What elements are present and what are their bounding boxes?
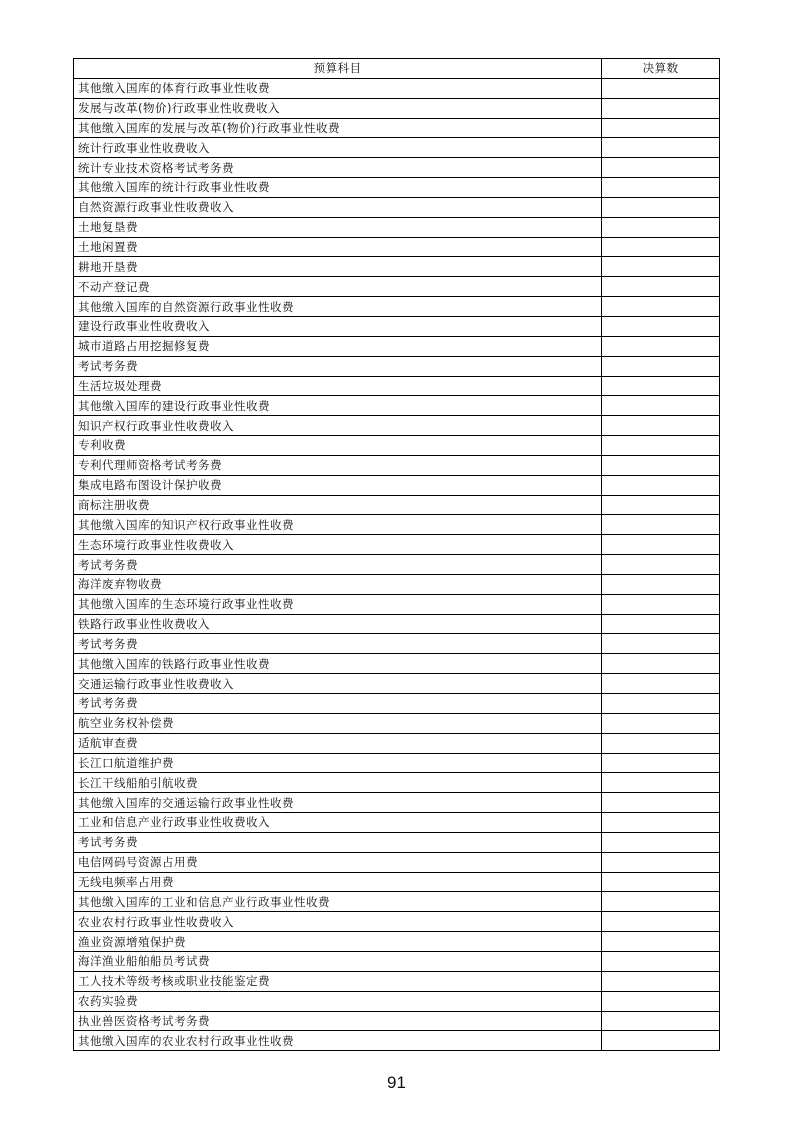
budget-category-cell: 铁路行政事业性收费收入 bbox=[74, 614, 602, 634]
table-row bbox=[74, 237, 720, 257]
final-amount-cell bbox=[602, 515, 720, 535]
table-row bbox=[74, 674, 720, 694]
table-row bbox=[74, 336, 720, 356]
budget-subitem-cell: 农药实验费 bbox=[74, 991, 602, 1011]
final-amount-cell bbox=[602, 594, 720, 614]
table-row bbox=[74, 932, 720, 952]
header-budget-item: 预算科目 bbox=[74, 59, 602, 79]
table-header-row bbox=[74, 59, 720, 79]
final-amount-cell bbox=[602, 971, 720, 991]
table-row bbox=[74, 78, 720, 98]
budget-category-cell: 工业和信息产业行政事业性收费收入 bbox=[74, 813, 602, 833]
budget-subitem-cell: 城市道路占用挖掘修复费 bbox=[74, 336, 602, 356]
budget-subitem-cell: 其他缴入国库的工业和信息产业行政事业性收费 bbox=[74, 892, 602, 912]
budget-category-cell: 知识产权行政事业性收费收入 bbox=[74, 416, 602, 436]
table-row bbox=[74, 416, 720, 436]
table-row bbox=[74, 475, 720, 495]
table-row bbox=[74, 971, 720, 991]
table-row bbox=[74, 515, 720, 535]
table-row bbox=[74, 694, 720, 714]
final-amount-cell bbox=[602, 316, 720, 336]
budget-subitem-cell: 海洋废弃物收费 bbox=[74, 574, 602, 594]
budget-subitem-cell: 其他缴入国库的建设行政事业性收费 bbox=[74, 396, 602, 416]
final-amount-cell bbox=[602, 932, 720, 952]
budget-subitem-cell: 耕地开垦费 bbox=[74, 257, 602, 277]
budget-subitem-cell: 其他缴入国库的铁路行政事业性收费 bbox=[74, 654, 602, 674]
final-amount-cell bbox=[602, 793, 720, 813]
final-amount-cell bbox=[602, 376, 720, 396]
table-row bbox=[74, 178, 720, 198]
final-amount-cell bbox=[602, 178, 720, 198]
table-row bbox=[74, 356, 720, 376]
table-row bbox=[74, 1011, 720, 1031]
final-amount-cell bbox=[602, 813, 720, 833]
budget-subitem-cell: 生活垃圾处理费 bbox=[74, 376, 602, 396]
table-body bbox=[74, 78, 720, 1050]
table-row bbox=[74, 495, 720, 515]
final-amount-cell bbox=[602, 277, 720, 297]
table-row bbox=[74, 376, 720, 396]
table-row bbox=[74, 614, 720, 634]
final-amount-cell bbox=[602, 118, 720, 138]
budget-subitem-cell: 考试考务费 bbox=[74, 634, 602, 654]
table-row bbox=[74, 951, 720, 971]
table-row bbox=[74, 991, 720, 1011]
final-amount-cell bbox=[602, 436, 720, 456]
final-amount-cell bbox=[602, 654, 720, 674]
table-row bbox=[74, 912, 720, 932]
table-row bbox=[74, 574, 720, 594]
header-final-amount: 决算数 bbox=[602, 59, 720, 79]
budget-category-cell: 交通运输行政事业性收费收入 bbox=[74, 674, 602, 694]
table-row bbox=[74, 455, 720, 475]
final-amount-cell bbox=[602, 674, 720, 694]
final-amount-cell bbox=[602, 872, 720, 892]
final-amount-cell bbox=[602, 138, 720, 158]
table-row bbox=[74, 138, 720, 158]
table-row bbox=[74, 773, 720, 793]
budget-subitem-cell: 统计专业技术资格考试考务费 bbox=[74, 158, 602, 178]
final-amount-cell bbox=[602, 1031, 720, 1051]
final-amount-cell bbox=[602, 455, 720, 475]
final-amount-cell bbox=[602, 396, 720, 416]
final-amount-cell bbox=[602, 416, 720, 436]
table-row bbox=[74, 197, 720, 217]
page-number: 91 bbox=[387, 1073, 406, 1092]
table-row bbox=[74, 1031, 720, 1051]
final-amount-cell bbox=[602, 158, 720, 178]
table-row bbox=[74, 555, 720, 575]
budget-subitem-cell: 其他缴入国库的自然资源行政事业性收费 bbox=[74, 297, 602, 317]
table-row bbox=[74, 634, 720, 654]
budget-subitem-cell: 考试考务费 bbox=[74, 694, 602, 714]
final-amount-cell bbox=[602, 217, 720, 237]
budget-subitem-cell: 长江干线船舶引航收费 bbox=[74, 773, 602, 793]
table-row bbox=[74, 872, 720, 892]
budget-subitem-cell: 其他缴入国库的农业农村行政事业性收费 bbox=[74, 1031, 602, 1051]
table-row bbox=[74, 118, 720, 138]
budget-table bbox=[73, 58, 720, 1051]
budget-subitem-cell: 土地闲置费 bbox=[74, 237, 602, 257]
budget-subitem-cell: 专利收费 bbox=[74, 436, 602, 456]
budget-subitem-cell: 专利代理师资格考试考务费 bbox=[74, 455, 602, 475]
budget-subitem-cell: 其他缴入国库的生态环境行政事业性收费 bbox=[74, 594, 602, 614]
final-amount-cell bbox=[602, 832, 720, 852]
table-row bbox=[74, 713, 720, 733]
table-row bbox=[74, 654, 720, 674]
final-amount-cell bbox=[602, 713, 720, 733]
budget-subitem-cell: 长江口航道维护费 bbox=[74, 753, 602, 773]
table-row bbox=[74, 98, 720, 118]
budget-category-cell: 农业农村行政事业性收费收入 bbox=[74, 912, 602, 932]
final-amount-cell bbox=[602, 892, 720, 912]
final-amount-cell bbox=[602, 991, 720, 1011]
table-row bbox=[74, 257, 720, 277]
final-amount-cell bbox=[602, 852, 720, 872]
final-amount-cell bbox=[602, 98, 720, 118]
final-amount-cell bbox=[602, 78, 720, 98]
table-row bbox=[74, 535, 720, 555]
table-row bbox=[74, 297, 720, 317]
budget-subitem-cell: 不动产登记费 bbox=[74, 277, 602, 297]
budget-category-cell: 自然资源行政事业性收费收入 bbox=[74, 197, 602, 217]
final-amount-cell bbox=[602, 634, 720, 654]
table-row bbox=[74, 852, 720, 872]
budget-subitem-cell: 渔业资源增殖保护费 bbox=[74, 932, 602, 952]
table-row bbox=[74, 158, 720, 178]
budget-subitem-cell: 其他缴入国库的统计行政事业性收费 bbox=[74, 178, 602, 198]
table-row bbox=[74, 316, 720, 336]
budget-subitem-cell: 考试考务费 bbox=[74, 832, 602, 852]
budget-subitem-cell: 其他缴入国库的交通运输行政事业性收费 bbox=[74, 793, 602, 813]
budget-subitem-cell: 集成电路布图设计保护收费 bbox=[74, 475, 602, 495]
budget-subitem-cell: 执业兽医资格考试考务费 bbox=[74, 1011, 602, 1031]
budget-subitem-cell: 海洋渔业船舶船员考试费 bbox=[74, 951, 602, 971]
table-row bbox=[74, 436, 720, 456]
final-amount-cell bbox=[602, 475, 720, 495]
budget-subitem-cell: 考试考务费 bbox=[74, 555, 602, 575]
final-amount-cell bbox=[602, 694, 720, 714]
final-amount-cell bbox=[602, 297, 720, 317]
final-amount-cell bbox=[602, 495, 720, 515]
budget-subitem-cell: 其他缴入国库的发展与改革(物价)行政事业性收费 bbox=[74, 118, 602, 138]
final-amount-cell bbox=[602, 555, 720, 575]
final-amount-cell bbox=[602, 237, 720, 257]
table-row bbox=[74, 594, 720, 614]
table-row bbox=[74, 733, 720, 753]
table-row bbox=[74, 793, 720, 813]
final-amount-cell bbox=[602, 356, 720, 376]
budget-subitem-cell: 适航审查费 bbox=[74, 733, 602, 753]
table-row bbox=[74, 217, 720, 237]
final-amount-cell bbox=[602, 753, 720, 773]
budget-category-cell: 建设行政事业性收费收入 bbox=[74, 316, 602, 336]
final-amount-cell bbox=[602, 257, 720, 277]
budget-subitem-cell: 航空业务权补偿费 bbox=[74, 713, 602, 733]
budget-subitem-cell: 电信网码号资源占用费 bbox=[74, 852, 602, 872]
final-amount-cell bbox=[602, 1011, 720, 1031]
final-amount-cell bbox=[602, 733, 720, 753]
final-amount-cell bbox=[602, 951, 720, 971]
budget-subitem-cell: 工人技术等级考核或职业技能鉴定费 bbox=[74, 971, 602, 991]
table-row bbox=[74, 892, 720, 912]
budget-subitem-cell: 无线电频率占用费 bbox=[74, 872, 602, 892]
final-amount-cell bbox=[602, 574, 720, 594]
budget-subitem-cell: 商标注册收费 bbox=[74, 495, 602, 515]
table-row bbox=[74, 832, 720, 852]
table-row bbox=[74, 813, 720, 833]
budget-subitem-cell: 其他缴入国库的知识产权行政事业性收费 bbox=[74, 515, 602, 535]
table-row bbox=[74, 753, 720, 773]
final-amount-cell bbox=[602, 773, 720, 793]
budget-category-cell: 统计行政事业性收费收入 bbox=[74, 138, 602, 158]
table-row bbox=[74, 277, 720, 297]
table-row bbox=[74, 396, 720, 416]
final-amount-cell bbox=[602, 614, 720, 634]
final-amount-cell bbox=[602, 912, 720, 932]
budget-category-cell: 生态环境行政事业性收费收入 bbox=[74, 535, 602, 555]
final-amount-cell bbox=[602, 336, 720, 356]
budget-subitem-cell: 其他缴入国库的体育行政事业性收费 bbox=[74, 78, 602, 98]
final-amount-cell bbox=[602, 535, 720, 555]
budget-category-cell: 发展与改革(物价)行政事业性收费收入 bbox=[74, 98, 602, 118]
final-amount-cell bbox=[602, 197, 720, 217]
budget-subitem-cell: 土地复垦费 bbox=[74, 217, 602, 237]
budget-subitem-cell: 考试考务费 bbox=[74, 356, 602, 376]
